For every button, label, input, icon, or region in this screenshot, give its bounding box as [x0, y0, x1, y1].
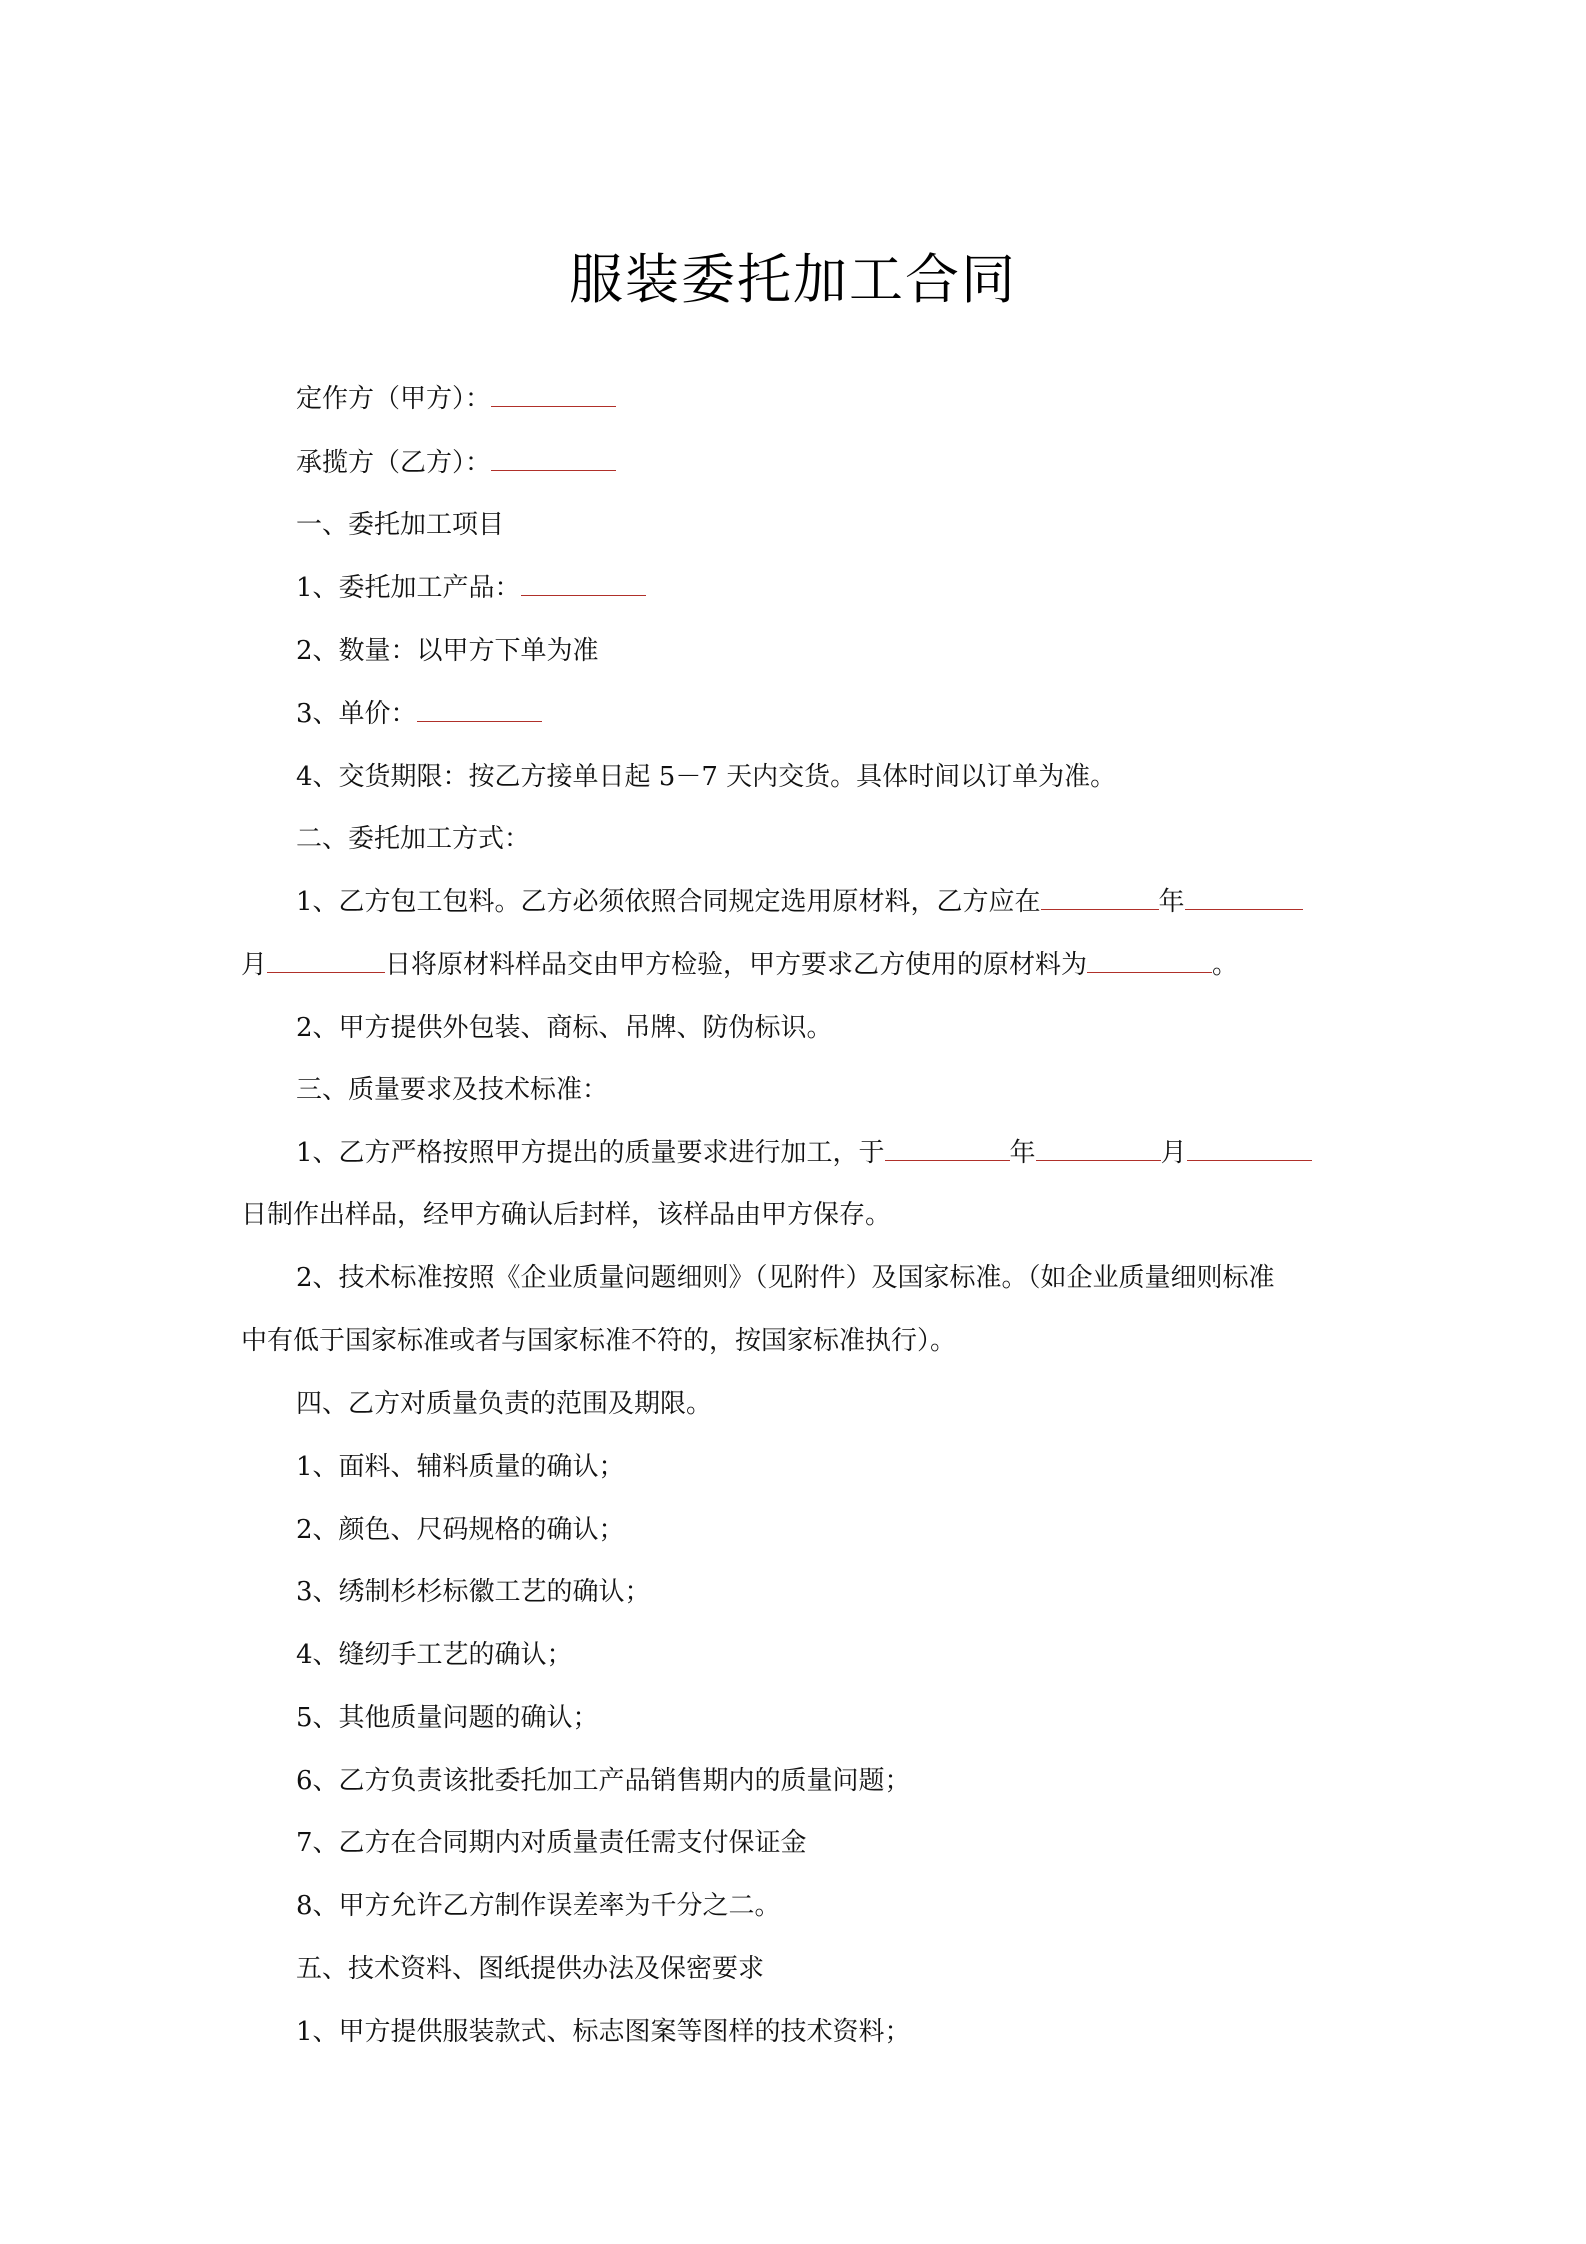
s1-item-2: 2、数量：以甲方下单为准 — [296, 636, 599, 666]
s2-year-label: 年 — [1158, 887, 1185, 917]
party-a-line — [296, 380, 616, 418]
s2-item-1-line-2 — [241, 946, 1238, 984]
s2-item-1-text-b: 日将原材料样品交由甲方检验，甲方要求乙方使用的原材料为 — [385, 950, 1088, 980]
product-blank[interactable] — [521, 573, 646, 596]
s2-material-blank[interactable] — [1087, 950, 1212, 973]
section-4-heading: 四、乙方对质量负责的范围及期限。 — [296, 1389, 713, 1419]
s1-item-1 — [296, 569, 646, 607]
section-3-heading: 三、质量要求及技术标准： — [296, 1075, 609, 1105]
party-b-label: 承揽方（乙方）： — [296, 448, 492, 478]
document-title: 服装委托加工合同 — [569, 248, 1017, 311]
s3-item-1-line-2: 日制作出样品，经甲方确认后封样，该样品由甲方保存。 — [241, 1200, 892, 1230]
s2-year-blank[interactable] — [1041, 887, 1159, 910]
s1-item-1-label: 1、委托加工产品： — [296, 573, 521, 603]
s3-year-blank[interactable] — [885, 1138, 1010, 1161]
s4-item: 6、乙方负责该批委托加工产品销售期内的质量问题； — [296, 1766, 911, 1796]
s2-item-1-end: 。 — [1212, 950, 1239, 980]
s1-item-4: 4、交货期限：按乙方接单日起 5－7 天内交货。具体时间以订单为准。 — [296, 762, 1117, 792]
section-2-heading: 二、委托加工方式： — [296, 824, 531, 854]
s3-item-1-line-1 — [296, 1134, 1312, 1172]
s4-item: 3、绣制杉杉标徽工艺的确认； — [296, 1577, 651, 1607]
unit-price-blank[interactable] — [417, 699, 542, 722]
s4-item: 4、缝纫手工艺的确认； — [296, 1640, 573, 1670]
s3-item-2-line-2: 中有低于国家标准或者与国家标准不符的，按国家标准执行）。 — [241, 1326, 957, 1356]
s3-month-label: 月 — [1160, 1138, 1187, 1168]
s2-month-blank[interactable] — [1185, 887, 1303, 910]
party-b-line — [296, 444, 616, 482]
s2-day-blank[interactable] — [267, 950, 385, 973]
s3-year-label: 年 — [1009, 1138, 1036, 1168]
s2-item-2: 2、甲方提供外包装、商标、吊牌、防伪标识。 — [296, 1013, 833, 1043]
s2-item-1-line-1 — [296, 883, 1303, 921]
section-1-heading: 一、委托加工项目 — [296, 510, 505, 540]
s1-item-3-label: 3、单价： — [296, 699, 417, 729]
s5-item-1: 1、甲方提供服装款式、标志图案等图样的技术资料； — [296, 2017, 911, 2047]
s4-item: 7、乙方在合同期内对质量责任需支付保证金 — [296, 1828, 807, 1858]
s3-item-1-text-a: 1、乙方严格按照甲方提出的质量要求进行加工，于 — [296, 1138, 885, 1168]
s3-month-blank[interactable] — [1036, 1138, 1161, 1161]
party-b-blank[interactable] — [491, 448, 616, 471]
s2-month-label: 月 — [241, 950, 268, 980]
party-a-blank[interactable] — [491, 384, 616, 407]
s1-item-3 — [296, 695, 542, 733]
s2-item-1-text-a: 1、乙方包工包料。乙方必须依照合同规定选用原材料，乙方应在 — [296, 887, 1041, 917]
s3-item-2-line-1: 2、技术标准按照《企业质量问题细则》（见附件）及国家标准。（如企业质量细则标准 — [296, 1263, 1275, 1293]
s4-item: 1、面料、辅料质量的确认； — [296, 1452, 625, 1482]
s3-day-blank[interactable] — [1187, 1138, 1312, 1161]
section-5-heading: 五、技术资料、图纸提供办法及保密要求 — [296, 1954, 765, 1984]
s4-item: 2、颜色、尺码规格的确认； — [296, 1515, 625, 1545]
s4-item: 5、其他质量问题的确认； — [296, 1703, 599, 1733]
s4-item: 8、甲方允许乙方制作误差率为千分之二。 — [296, 1891, 781, 1921]
party-a-label: 定作方（甲方）： — [296, 384, 492, 414]
